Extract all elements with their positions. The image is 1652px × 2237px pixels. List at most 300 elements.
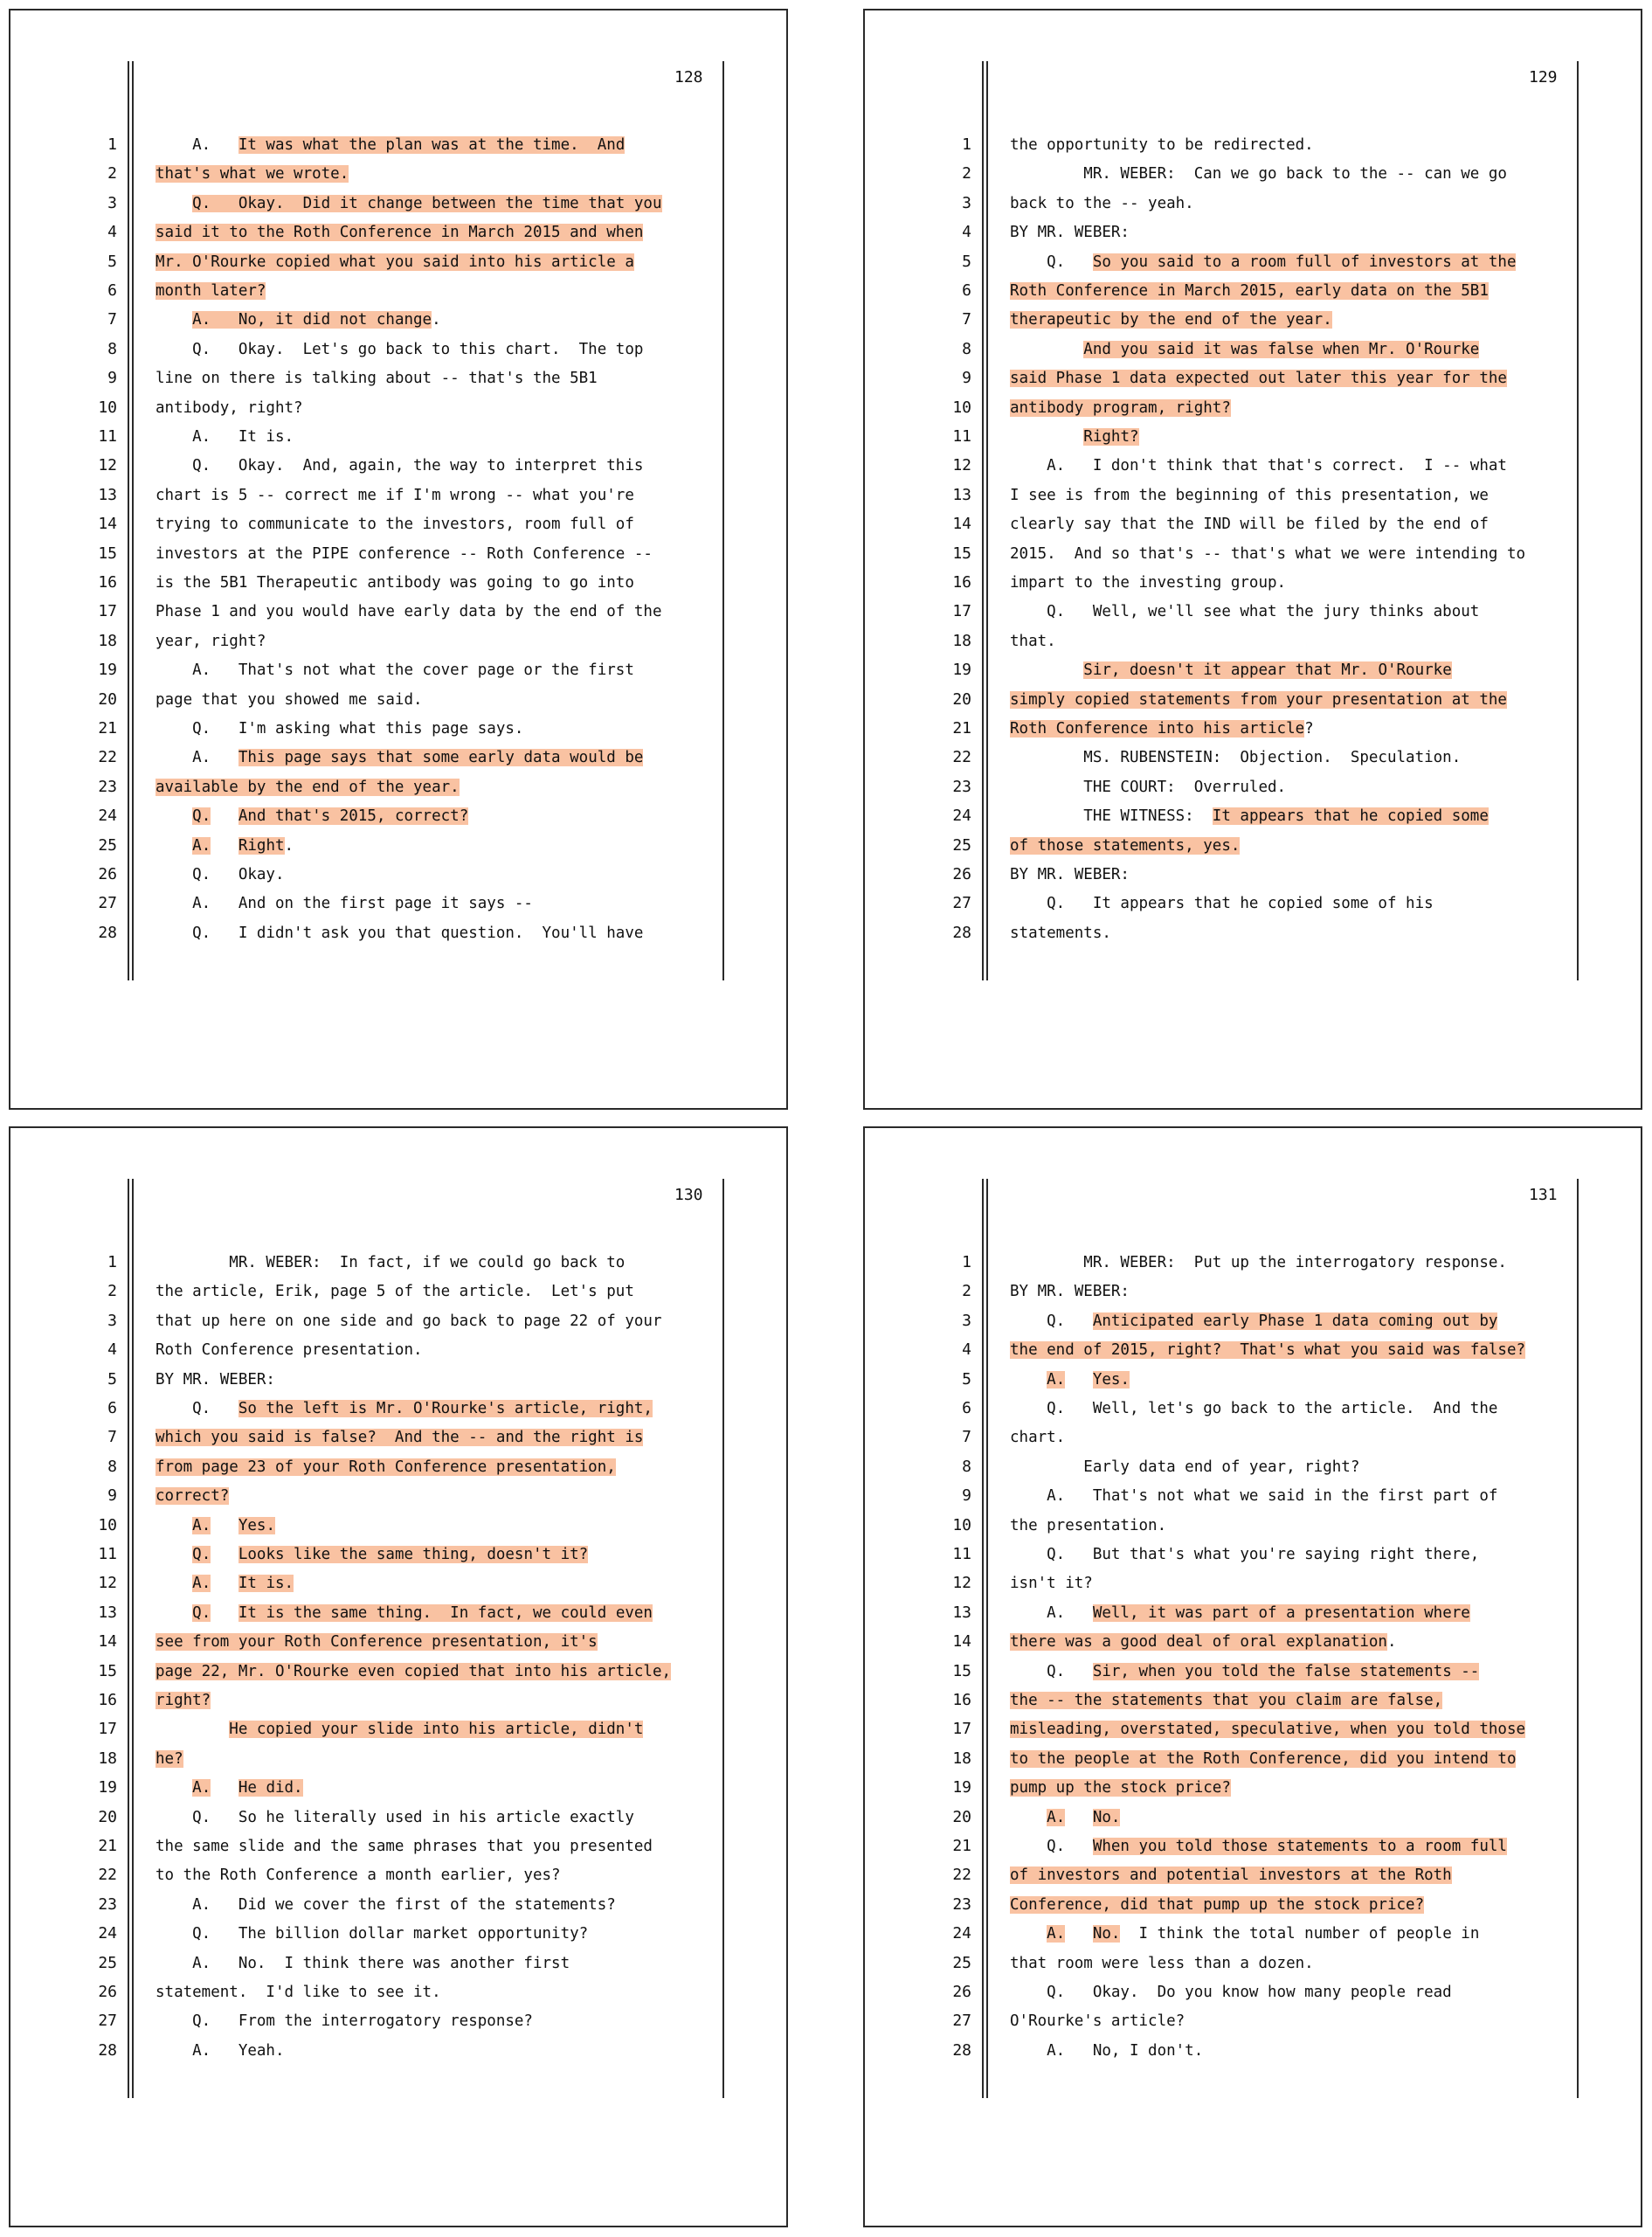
line-text: Q. I'm asking what this page says. [156, 720, 524, 738]
transcript-line [156, 720, 523, 738]
highlighted-text: So you said to a room full of investors at the [1092, 253, 1517, 271]
line-text: statements. [1010, 924, 1111, 942]
line-number: 2 [107, 164, 117, 184]
highlighted-text: A. No, it did not change [192, 311, 432, 329]
line-number: 25 [952, 1953, 971, 1972]
line-text: that. [1010, 632, 1056, 650]
line-number: 21 [98, 1837, 117, 1855]
line-text [156, 311, 192, 329]
highlighted-text: month later? [156, 282, 266, 300]
line-number: 28 [98, 923, 117, 942]
highlighted-text: said it to the Roth Conference in March 2015 and when [156, 224, 644, 242]
margin-rule [1577, 61, 1579, 980]
transcript-line [156, 341, 643, 358]
highlighted-text: Q. [192, 1546, 211, 1563]
highlighted-text: the -- the statements that you claim are false, [1010, 1692, 1443, 1709]
line-number: 27 [952, 2012, 971, 2031]
highlighted-text: A. [1047, 1370, 1066, 1389]
line-text: impart to the investing group. [1010, 574, 1287, 592]
highlighted-text: Q. [192, 807, 211, 826]
transcript-line [1010, 779, 1286, 796]
line-text: THE COURT: Overruled. [1010, 778, 1287, 796]
transcript-line [1010, 487, 1489, 504]
line-number: 1 [107, 1253, 117, 1271]
transcript-line [1010, 165, 1507, 183]
margin-rule [982, 61, 984, 980]
transcript-line [1010, 866, 1130, 883]
line-number: 22 [952, 1866, 971, 1885]
highlighted-text: page 22, Mr. O'Rourke even copied that into his article, [156, 1662, 672, 1680]
line-number: 10 [952, 1515, 971, 1534]
transcript-line [1010, 1604, 1470, 1622]
transcript-line [156, 545, 653, 563]
line-number: 26 [952, 1983, 971, 2001]
line-number: 3 [107, 193, 117, 212]
line-number: 28 [952, 923, 971, 942]
line-number: 4 [962, 1340, 971, 1360]
line-number: 16 [98, 1691, 117, 1709]
transcript-line [156, 661, 634, 679]
transcript-line [156, 574, 634, 592]
transcript-line [156, 1517, 275, 1534]
margin-rule [1577, 1179, 1579, 2098]
transcript-line [1010, 1254, 1507, 1271]
line-text [1065, 1371, 1093, 1389]
transcript-line [1010, 1809, 1120, 1826]
line-text [211, 1575, 238, 1592]
line-text: Q. From the interrogatory response? [156, 2012, 533, 2031]
line-number: 3 [962, 1311, 971, 1330]
transcript-line [156, 516, 634, 533]
highlighted-text: He did. [238, 1779, 303, 1797]
line-text: Q. So he literally used in his article exactly [156, 1808, 634, 1826]
line-text: . [432, 311, 441, 329]
highlighted-text: misleading, overstated, speculative, when you told those [1010, 1721, 1526, 1739]
transcript-line [1010, 603, 1479, 620]
transcript-line [1010, 1283, 1130, 1300]
transcript-line [156, 691, 423, 709]
transcript-line [1010, 311, 1332, 329]
line-text: trying to communicate to the investors, room full of [156, 516, 634, 534]
line-text: MR. WEBER: Can we go back to the -- can we go [1010, 165, 1507, 184]
transcript-line [156, 1341, 423, 1359]
transcript-line [1010, 720, 1314, 738]
line-text: Roth Conference presentation. [156, 1341, 423, 1360]
line-number: 27 [98, 2012, 117, 2031]
line-number: 28 [98, 2040, 117, 2060]
line-number: 26 [98, 1983, 117, 2001]
line-number: 21 [952, 1837, 971, 1855]
page-number: 131 [1529, 1186, 1558, 1204]
line-text: MR. WEBER: In fact, if we could go back to [156, 1254, 626, 1271]
transcript-line [156, 2012, 533, 2030]
line-text [1010, 428, 1083, 446]
line-number: 8 [107, 1457, 117, 1476]
line-number: 23 [98, 1894, 117, 1914]
line-number: 14 [952, 515, 971, 534]
margin-rule [722, 1179, 724, 2098]
line-number: 3 [962, 193, 971, 212]
transcript-line [156, 1750, 183, 1768]
line-number: 15 [952, 544, 971, 563]
transcript-line [1010, 341, 1479, 358]
line-text: O'Rourke's article? [1010, 2012, 1185, 2031]
line-text: I see is from the beginning of this presentation, we [1010, 486, 1489, 504]
line-number: 12 [952, 1574, 971, 1593]
line-number: 7 [962, 310, 971, 329]
line-number: 20 [952, 1807, 971, 1826]
transcript-line [156, 1575, 294, 1592]
line-number: 10 [952, 398, 971, 417]
line-number: 17 [952, 1720, 971, 1739]
transcript-line [1010, 1400, 1497, 1417]
margin-rule [128, 1179, 129, 2098]
line-number: 11 [952, 427, 971, 446]
line-number: 9 [107, 369, 117, 388]
line-number: 24 [98, 807, 117, 826]
line-number: 11 [952, 1545, 971, 1563]
line-number: 7 [107, 1428, 117, 1447]
transcript-line [1010, 2042, 1203, 2060]
transcript-line [156, 428, 294, 446]
transcript-line [156, 1925, 588, 1943]
line-number: 25 [952, 835, 971, 855]
transcript-line [1010, 749, 1461, 766]
line-number: 4 [962, 223, 971, 242]
highlighted-text: right? [156, 1692, 211, 1709]
transcript-line [156, 1254, 625, 1271]
transcript-line [1010, 1925, 1479, 1943]
highlighted-text: correct? [156, 1487, 230, 1506]
transcript-line [1010, 1517, 1166, 1534]
highlighted-text: A. [1047, 1925, 1066, 1943]
line-text [1010, 1809, 1047, 1826]
line-number: 9 [962, 1486, 971, 1506]
transcript-line [1010, 807, 1489, 825]
line-text [211, 837, 238, 855]
line-number: 7 [962, 1428, 971, 1447]
transcript-line [1010, 1633, 1397, 1651]
transcript-line [156, 487, 634, 504]
line-text: Q. Okay. Let's go back to this chart. The top [156, 340, 644, 358]
line-text: Q. Well, we'll see what the jury thinks about [1010, 603, 1480, 621]
transcript-line [156, 1809, 634, 1826]
highlighted-text: A. [192, 836, 211, 855]
transcript-line [156, 603, 661, 620]
line-number: 16 [952, 573, 971, 592]
transcript-line [1010, 516, 1489, 533]
transcript-line [1010, 1692, 1442, 1709]
line-number: 14 [952, 1632, 971, 1652]
transcript-page [9, 1126, 788, 2227]
transcript-line [1010, 574, 1286, 592]
highlighted-text: He copied your slide into his article, didn't [229, 1721, 644, 1739]
highlighted-text: of investors and potential investors at the Roth [1010, 1866, 1452, 1885]
line-number: 22 [98, 1866, 117, 1885]
transcript-line [1010, 1955, 1314, 1972]
transcript-line [156, 837, 294, 855]
line-number: 12 [98, 1574, 117, 1593]
highlighted-text: Roth Conference into his article [1010, 720, 1305, 738]
line-text: 2015. And so that's -- that's what we were intending to [1010, 544, 1526, 563]
transcript-line [1010, 428, 1139, 446]
transcript-line [1010, 895, 1434, 912]
line-text: that room were less than a dozen. [1010, 1954, 1314, 1972]
line-number: 24 [98, 1924, 117, 1943]
line-text: A. [156, 749, 238, 767]
line-text [156, 1779, 192, 1797]
line-number: 22 [952, 748, 971, 767]
line-number: 13 [98, 485, 117, 504]
highlighted-text: Q. [192, 1603, 211, 1622]
line-number: 6 [962, 1399, 971, 1417]
transcript-line [156, 1633, 598, 1651]
line-text: Q. It appears that he copied some of his [1010, 895, 1434, 913]
line-number: 10 [98, 398, 117, 417]
transcript-line [156, 1692, 211, 1709]
line-number: 23 [952, 777, 971, 796]
line-text: Phase 1 and you would have early data by the end of the [156, 603, 662, 621]
transcript-line [1010, 1371, 1130, 1389]
line-text: the presentation. [1010, 1516, 1167, 1534]
highlighted-text: Roth Conference in March 2015, early data on the 5B1 [1010, 282, 1489, 300]
transcript-line [156, 1721, 643, 1738]
transcript-line [1010, 633, 1056, 650]
line-text: statement. I'd like to see it. [156, 1984, 441, 2001]
line-text: is the 5B1 Therapeutic antibody was going to go into [156, 574, 634, 592]
line-number: 19 [952, 1778, 971, 1797]
line-number: 13 [952, 1603, 971, 1622]
transcript-line [156, 925, 643, 942]
line-text: A. [1010, 1603, 1093, 1622]
line-text [156, 807, 192, 825]
transcript-line [156, 1371, 275, 1389]
transcript-line [1010, 1721, 1525, 1738]
transcript-line [156, 224, 643, 241]
transcript-line [156, 1955, 570, 1972]
transcript-line [156, 1283, 634, 1300]
line-text: Q. But that's what you're saying right there, [1010, 1546, 1480, 1563]
line-number: 14 [98, 515, 117, 534]
line-number: 25 [98, 1953, 117, 1972]
transcript-line [156, 1838, 653, 1855]
transcript-page [863, 9, 1642, 1110]
transcript-line [156, 253, 634, 271]
highlighted-text: that's what we wrote. [156, 165, 349, 184]
transcript-line [1010, 1575, 1093, 1592]
line-text [1010, 661, 1083, 679]
line-text [156, 837, 192, 855]
highlighted-text: A. [192, 1779, 211, 1797]
transcript-line [156, 1663, 671, 1680]
highlighted-text: This page says that some early data would be [238, 749, 644, 767]
line-number: 19 [98, 1778, 117, 1797]
line-number: 5 [107, 1369, 117, 1389]
line-number: 21 [952, 719, 971, 738]
line-text: the opportunity to be redirected. [1010, 136, 1314, 154]
transcript-line [156, 807, 468, 825]
highlighted-text: It is the same thing. In fact, we could even [238, 1603, 653, 1622]
line-number: 27 [98, 894, 117, 913]
line-number: 8 [962, 1457, 971, 1476]
transcript-line [156, 1312, 661, 1330]
line-number: 4 [107, 223, 117, 242]
line-number: 19 [952, 661, 971, 680]
line-number: 18 [98, 631, 117, 650]
line-text [156, 1604, 192, 1622]
highlighted-text: of those statements, yes. [1010, 836, 1241, 855]
transcript-line [1010, 1487, 1497, 1505]
line-number: 5 [107, 252, 117, 271]
line-number: 24 [952, 807, 971, 826]
transcript-line [1010, 224, 1130, 241]
line-number: 27 [952, 894, 971, 913]
transcript-line [1010, 1838, 1507, 1855]
transcript-line [1010, 2012, 1185, 2030]
transcript-line [156, 633, 266, 650]
line-number: 20 [98, 1807, 117, 1826]
line-text: A. I don't think that that's correct. I -- what [1010, 457, 1507, 475]
transcript-line [156, 749, 643, 766]
line-text: chart. [1010, 1429, 1066, 1447]
highlighted-text: So the left is Mr. O'Rourke's article, right, [238, 1400, 653, 1417]
line-text [1010, 1925, 1047, 1943]
highlighted-text: therapeutic by the end of the year. [1010, 311, 1332, 329]
transcript-line [1010, 1546, 1479, 1563]
transcript-line [1010, 925, 1111, 942]
highlighted-text: Q. Okay. Did it change between the time that you [192, 194, 662, 212]
line-text: A. [156, 136, 238, 154]
transcript-line [156, 1896, 616, 1914]
line-number: 21 [98, 719, 117, 738]
highlighted-text: antibody program, right? [1010, 398, 1231, 417]
line-text [156, 1721, 229, 1738]
highlighted-text: It is. [238, 1575, 294, 1593]
line-number: 7 [107, 310, 117, 329]
line-text: A. It is. [156, 428, 294, 446]
highlighted-text: When you told those statements to a room full [1092, 1838, 1507, 1855]
line-number: 12 [952, 456, 971, 475]
line-text: . [1386, 1633, 1397, 1652]
line-number: 1 [107, 135, 117, 154]
line-number: 19 [98, 661, 117, 680]
highlighted-text: Yes. [1092, 1370, 1130, 1389]
line-text: ? [1304, 720, 1314, 738]
highlighted-text: which you said is false? And the -- and the right is [156, 1429, 644, 1447]
transcript-line [1010, 282, 1489, 300]
line-number: 8 [107, 339, 117, 358]
transcript-line [156, 1429, 643, 1446]
page-number: 130 [674, 1186, 703, 1204]
line-text [156, 195, 192, 212]
highlighted-text: from page 23 of your Roth Conference presentation, [156, 1458, 616, 1476]
line-text: investors at the PIPE conference -- Roth Conference -- [156, 544, 653, 563]
page-number: 129 [1529, 68, 1558, 87]
line-text: BY MR. WEBER: [1010, 866, 1130, 883]
transcript-line [1010, 370, 1507, 387]
highlighted-text: It appears that he copied some [1212, 807, 1489, 826]
line-text: BY MR. WEBER: [1010, 1283, 1130, 1301]
line-number: 22 [98, 748, 117, 767]
highlighted-text: Sir, when you told the false statements -- [1092, 1662, 1480, 1680]
highlighted-text: he? [156, 1749, 183, 1768]
line-number: 13 [952, 485, 971, 504]
line-number: 13 [98, 1603, 117, 1622]
line-text: clearly say that the IND will be filed by the end of [1010, 516, 1489, 534]
transcript-line [156, 895, 533, 912]
line-text: A. No, I don't. [1010, 2041, 1204, 2060]
highlighted-text: No. [1092, 1808, 1121, 1826]
line-number: 23 [952, 1894, 971, 1914]
transcript-line [1010, 1750, 1516, 1768]
line-text [1010, 1371, 1047, 1389]
line-number: 1 [962, 1253, 971, 1271]
line-number: 9 [107, 1486, 117, 1506]
line-text [156, 1546, 192, 1563]
line-number: 17 [98, 1720, 117, 1739]
line-number: 15 [952, 1661, 971, 1680]
line-number: 14 [98, 1632, 117, 1652]
line-number: 2 [107, 1282, 117, 1301]
line-text: Q. [1010, 1838, 1093, 1855]
line-number: 28 [952, 2040, 971, 2060]
line-number: 2 [962, 1282, 971, 1301]
line-number: 17 [98, 602, 117, 621]
line-number: 12 [98, 456, 117, 475]
highlighted-text: Anticipated early Phase 1 data coming out by [1092, 1312, 1498, 1330]
highlighted-text: the end of 2015, right? That's what you said was false? [1010, 1341, 1526, 1360]
line-number: 15 [98, 544, 117, 563]
highlighted-text: Sir, doesn't it appear that Mr. O'Rourke [1083, 661, 1452, 680]
line-text: A. That's not what the cover page or the first [156, 661, 634, 680]
line-number: 6 [962, 281, 971, 300]
transcript-line [156, 282, 266, 300]
line-number: 25 [98, 835, 117, 855]
margin-rule [132, 61, 134, 980]
line-number: 23 [98, 777, 117, 796]
line-text: A. Did we cover the first of the statements? [156, 1895, 616, 1914]
transcript-line [1010, 837, 1240, 855]
transcript-line [1010, 1779, 1231, 1797]
highlighted-text: Right [238, 836, 285, 855]
transcript-line [156, 1984, 441, 2001]
line-text [211, 1517, 238, 1534]
line-text [1065, 1925, 1093, 1943]
transcript-line [1010, 1896, 1424, 1914]
line-text: Q. [1010, 1312, 1093, 1330]
transcript-line [156, 1400, 653, 1417]
line-text: Q. Okay. And, again, the way to interpret this [156, 457, 644, 475]
margin-rule [722, 61, 724, 980]
line-text: BY MR. WEBER: [1010, 224, 1130, 242]
highlighted-text: No. [1092, 1925, 1121, 1943]
line-number: 8 [962, 339, 971, 358]
line-text [1010, 341, 1083, 358]
transcript-line [156, 370, 598, 387]
transcript-line [156, 1487, 229, 1505]
line-number: 24 [952, 1924, 971, 1943]
line-number: 11 [98, 427, 117, 446]
highlighted-text: And that's 2015, correct? [238, 807, 469, 826]
line-text [211, 1779, 238, 1797]
highlighted-text: Mr. O'Rourke copied what you said into his article a [156, 253, 634, 271]
transcript-line [1010, 399, 1231, 417]
highlighted-text: see from your Roth Conference presentation, it's [156, 1633, 598, 1652]
line-number: 18 [98, 1749, 117, 1768]
line-text [211, 807, 238, 825]
transcript-line [156, 1546, 588, 1563]
highlighted-text: available by the end of the year. [156, 778, 460, 796]
